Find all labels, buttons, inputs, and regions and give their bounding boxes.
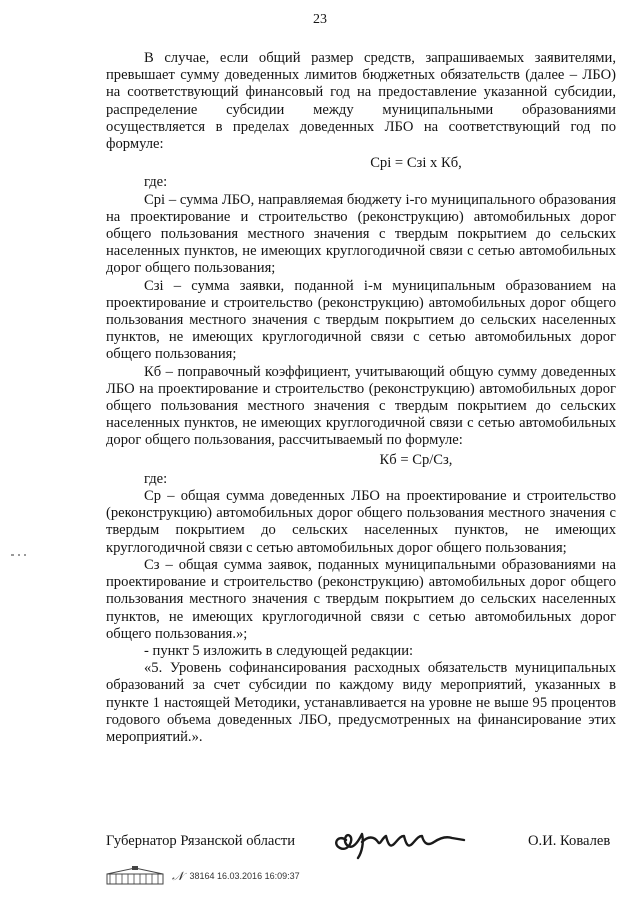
where-label: где:	[144, 174, 168, 191]
formula-cp: Срі = Сзі х Кб,	[370, 155, 462, 172]
margin-mark	[10, 552, 28, 558]
page-number: 23	[313, 12, 327, 27]
definition-cz: Сз – общая сумма заявок, поданных муниципальными образованиями на проектирование и строительство (реконструкцию) автомобильных дорог общего пользования местного значения с твердым покрытием до сельских населенных пунктов, не имеющих круглогодичной связи с сетью автомобильных дорог общего пользования.»;	[106, 556, 616, 642]
handwritten-signature	[324, 818, 504, 864]
formula-kb: Кб = Ср/Сз,	[379, 451, 453, 468]
where-label-2: где:	[144, 470, 168, 487]
registration-number: 38164 16.03.2016 16:09:37	[189, 871, 300, 881]
definition-cp: Ср – общая сумма доведенных ЛБО на проектирование и строительство (реконструкцию) автомобильных дорог общего пользования местного значения с твердым покрытием до сельских населенных пунктов, не имеющих круглогодичной связи с сетью автомобильных дорог общего пользования;	[106, 488, 616, 556]
signatory-title: Губернатор Рязанской области	[106, 833, 296, 849]
signatory-name: О.И. Ковалев	[528, 833, 611, 849]
archive-building-icon	[106, 866, 166, 886]
point-5-text: «5. Уровень софинансирования расходных обязательств муниципальных образований за счет субсидии по каждому виду мероприятий, указанных в пункте 1 настоящей Методики, устанавливается на уровне не выше 95 процентов годового объема доведенных ЛБО, предусмотренных на финансирование этих мероприятий.».	[106, 660, 616, 745]
control-mark: 𝒩	[172, 868, 184, 883]
definition-kb: Кб – поправочный коэффициент, учитывающий общую сумму доведенных ЛБО на проектирование и строительство (реконструкцию) автомобильных дорог общего пользования местного значения с твердым покрытием до сельских населенных пунктов, не имеющих круглогодичной связи с сетью автомобильных дорог общего пользования, рассчитываемый по формуле:	[106, 363, 616, 449]
document-body	[106, 50, 616, 746]
definition-czi: Сзі – сумма заявки, поданной і-м муниципальным образованием на проектирование и строительство (реконструкцию) автомобильных дорог общего пользования местного значения с твердым покрытием до сельских населенных пунктов, не имеющих круглогодичной связи с сетью автомобильных дорог общего пользования;	[106, 277, 616, 363]
amendment-point-5: - пункт 5 изложить в следующей редакции:	[144, 642, 414, 659]
paragraph-intro: В случае, если общий размер средств, запрашиваемых заявителями, превышает сумму доведенных лимитов бюджетных обязательств (далее – ЛБО) на соответствующий финансовый год на предоставление указанной субсидии, распределение субсидии между муниципальными образованиями осуществляется в пределах доведенных ЛБО на соответствующий год по формуле:	[106, 50, 616, 153]
definition-cpi: Срі – сумма ЛБО, направляемая бюджету і-го муниципального образования на проектирование и строительство (реконструкцию) автомобильных дорог общего пользования местного значения с твердым покрытием до сельских населенных пунктов, не имеющих круглогодичной связи с сетью автомобильных дорог общего пользования;	[106, 191, 616, 277]
registration-stamp	[106, 866, 300, 886]
